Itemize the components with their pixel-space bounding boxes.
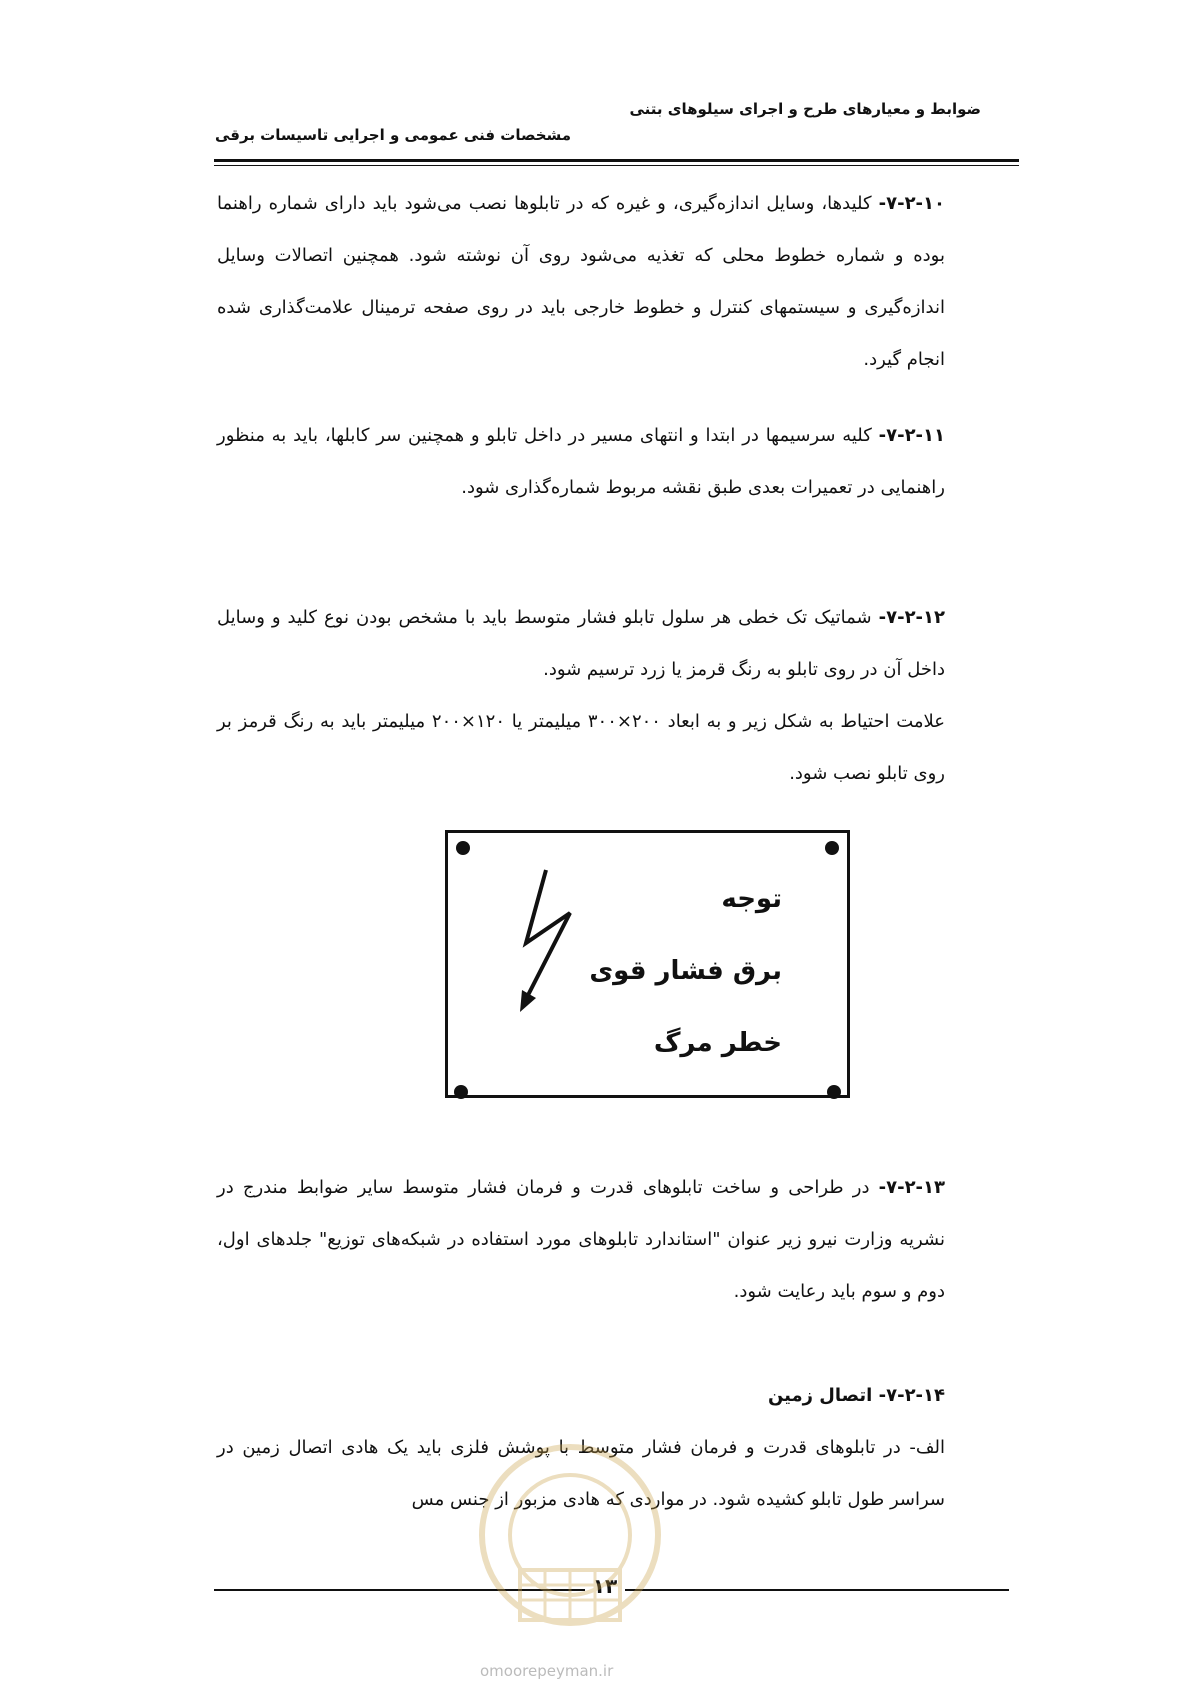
- section-7-2-13: [217, 1162, 945, 1318]
- sign-line-danger: خطر مرگ: [653, 1028, 782, 1058]
- section-number: ۷-۲-۱۱-: [878, 425, 945, 446]
- section-text: شماتیک تک خطی هر سلول تابلو فشار متوسط باید با مشخص بودن نوع کلید و وسایل داخل آن در روی تابلو به رنگ قرمز یا زرد ترسیم شود.: [217, 607, 945, 680]
- watermark-logo-icon: [475, 1440, 665, 1650]
- section-title: اتصال زمین: [767, 1385, 879, 1406]
- section-7-2-10: [217, 178, 945, 386]
- sign-corner-dot: [825, 841, 839, 855]
- section-number: ۷-۲-۱۴-: [878, 1385, 945, 1406]
- section-text: در طراحی و ساخت تابلوهای قدرت و فرمان فشار متوسط سایر ضوابط مندرج در نشریه وزارت نیرو زیر عنوان "استاندارد تابلوهای مورد استفاده در شبکه‌های توزیع" جلدهای اول، دوم و سوم باید رعایت شود.: [217, 1177, 945, 1302]
- section-number: ۷-۲-۱۰-: [878, 193, 945, 214]
- section-extra-text: علامت احتیاط به شکل زیر و به ابعاد ۲۰۰×۳۰۰ میلیمتر یا ۱۲۰×۲۰۰ میلیمتر باید به رنگ قرمز بر روی تابلو نصب شود.: [217, 711, 945, 784]
- header-right-title: ضوابط و معیارهای طرح و اجرای سیلوهای بتنی: [629, 100, 981, 118]
- sign-line-high-voltage: برق فشار قوی: [589, 956, 782, 986]
- section-number: ۷-۲-۱۲-: [878, 607, 945, 628]
- warning-sign: [445, 830, 850, 1098]
- section-7-2-11: [217, 410, 945, 514]
- section-text: کلیدها، وسایل اندازه‌گیری، و غیره که در تابلوها نصب می‌شود باید دارای شماره راهنما بوده و شماره خطوط محلی که تغذیه می‌شود روی آن نوشته شود. همچنین اتصالات وسایل اندازه‌گیری و سیستمهای کنترل و خطوط خارجی باید در روی صفحه ترمینال علامت‌گذاری شده انجام گیرد.: [217, 193, 945, 370]
- watermark-text: omoorepeyman.ir: [480, 1662, 614, 1680]
- section-7-2-12: [217, 592, 945, 800]
- lightning-bolt-icon: [514, 868, 584, 1018]
- sign-line-attention: توجه: [721, 884, 782, 914]
- header-rule-thick: [214, 159, 1019, 162]
- section-text: الف- در تابلوهای قدرت و فرمان فشار متوسط با پوشش فلزی باید یک هادی اتصال زمین در سراسر طول تابلو کشیده شود. در مواردی که هادی مزبور از جنس مس: [217, 1437, 945, 1510]
- sign-corner-dot: [456, 841, 470, 855]
- header-rule-thin: [214, 165, 1019, 166]
- sign-corner-dot: [454, 1085, 468, 1099]
- sign-corner-dot: [827, 1085, 841, 1099]
- section-number: ۷-۲-۱۳-: [878, 1177, 945, 1198]
- header-left-title: مشخصات فنی عمومی و اجرایی تاسیسات برقی: [215, 126, 572, 144]
- section-text: کلیه سرسیمها در ابتدا و انتهای مسیر در داخل تابلو و همچنین سر کابلها، باید به منظور راهنمایی در تعمیرات بعدی طبق نقشه مربوط شماره‌گذاری شود.: [217, 425, 945, 498]
- page-number: ۱۳: [585, 1574, 625, 1598]
- sign-text: [589, 863, 782, 1079]
